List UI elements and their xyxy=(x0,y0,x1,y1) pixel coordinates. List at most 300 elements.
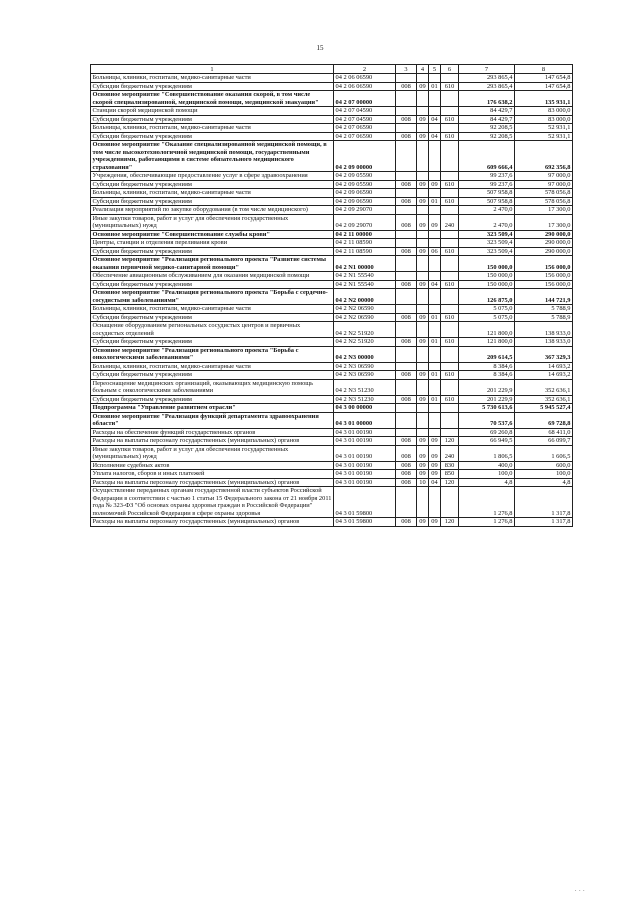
cell-code: 04 2 N3 06590 xyxy=(334,362,396,371)
cell-ministry: 008 xyxy=(396,338,417,347)
cell-amount-year2: 17 300,0 xyxy=(515,206,573,215)
cell-subsection: 01 xyxy=(429,371,441,380)
table-row xyxy=(91,172,573,181)
cell-subsection xyxy=(429,379,441,395)
cell-name: Реализация мероприятий по закупке оборудования (в том числе медицинского) xyxy=(91,206,334,215)
cell-amount-year1: 150 000,0 xyxy=(459,256,515,272)
cell-expense-type xyxy=(441,141,459,172)
cell-ministry xyxy=(396,107,417,116)
cell-amount-year1: 400,0 xyxy=(459,461,515,470)
header-col-5: 5 xyxy=(429,65,441,74)
cell-expense-type xyxy=(441,362,459,371)
cell-amount-year1: 176 638,2 xyxy=(459,91,515,107)
table-header-row xyxy=(91,65,573,74)
cell-amount-year2: 1 317,8 xyxy=(515,518,573,527)
cell-ministry xyxy=(396,379,417,395)
cell-expense-type xyxy=(441,487,459,518)
cell-expense-type: 120 xyxy=(441,518,459,527)
header-col-8: 8 xyxy=(515,65,573,74)
cell-subsection xyxy=(429,346,441,362)
cell-expense-type: 240 xyxy=(441,214,459,230)
cell-amount-year2: 83 000,0 xyxy=(515,107,573,116)
cell-section: 10 xyxy=(417,478,429,487)
cell-code: 04 3 01 00190 xyxy=(334,437,396,446)
cell-amount-year2: 290 000,0 xyxy=(515,247,573,256)
cell-ministry: 008 xyxy=(396,461,417,470)
cell-section xyxy=(417,322,429,338)
cell-amount-year1: 609 666,4 xyxy=(459,141,515,172)
cell-amount-year1: 100,0 xyxy=(459,470,515,479)
cell-name: Субсидии бюджетным учреждениям xyxy=(91,115,334,124)
cell-code: 04 2 09 29070 xyxy=(334,214,396,230)
cell-amount-year1: 5 075,0 xyxy=(459,305,515,314)
cell-section xyxy=(417,189,429,198)
cell-name: Субсидии бюджетным учреждениям xyxy=(91,313,334,322)
cell-amount-year2: 69 728,8 xyxy=(515,412,573,428)
cell-subsection: 09 xyxy=(429,470,441,479)
cell-section xyxy=(417,74,429,83)
cell-subsection xyxy=(429,107,441,116)
cell-section: 09 xyxy=(417,338,429,347)
cell-name: Основное мероприятие "Реализация регионального проекта "Борьба с онкологическими заболеваниями" xyxy=(91,346,334,362)
cell-name: Больницы, клиники, госпитали, медико-санитарные части xyxy=(91,124,334,133)
cell-section: 09 xyxy=(417,280,429,289)
cell-expense-type xyxy=(441,322,459,338)
table-row xyxy=(91,518,573,527)
cell-amount-year1: 84 429,7 xyxy=(459,115,515,124)
cell-name: Исполнение судебных актов xyxy=(91,461,334,470)
cell-subsection xyxy=(429,239,441,248)
cell-section xyxy=(417,305,429,314)
cell-section xyxy=(417,487,429,518)
cell-name: Субсидии бюджетным учреждениям xyxy=(91,132,334,141)
cell-amount-year2: 147 654,8 xyxy=(515,82,573,91)
cell-amount-year2: 156 000,0 xyxy=(515,272,573,281)
cell-subsection: 04 xyxy=(429,478,441,487)
cell-ministry: 008 xyxy=(396,395,417,404)
cell-ministry xyxy=(396,189,417,198)
cell-amount-year2: 14 693,2 xyxy=(515,371,573,380)
cell-name: Основное мероприятие "Реализация регионального проекта "Развитие системы оказания первичной медико-санитарной помощи" xyxy=(91,256,334,272)
table-row xyxy=(91,470,573,479)
cell-expense-type: 610 xyxy=(441,132,459,141)
header-col-3: 3 xyxy=(396,65,417,74)
cell-amount-year2: 1 606,5 xyxy=(515,445,573,461)
cell-amount-year1: 8 384,6 xyxy=(459,362,515,371)
cell-amount-year2: 17 300,0 xyxy=(515,214,573,230)
cell-amount-year2: 52 931,1 xyxy=(515,132,573,141)
cell-section: 09 xyxy=(417,214,429,230)
table-row xyxy=(91,115,573,124)
cell-expense-type xyxy=(441,107,459,116)
cell-section: 09 xyxy=(417,371,429,380)
cell-name: Учреждения, обеспечивающие предоставление услуг в сфере здравоохранения xyxy=(91,172,334,181)
cell-subsection: 09 xyxy=(429,445,441,461)
cell-ministry: 008 xyxy=(396,132,417,141)
cell-amount-year1: 2 470,0 xyxy=(459,206,515,215)
cell-amount-year2: 68 411,0 xyxy=(515,428,573,437)
table-row xyxy=(91,305,573,314)
cell-code: 04 2 11 00000 xyxy=(334,230,396,239)
cell-ministry: 008 xyxy=(396,115,417,124)
cell-amount-year1: 5 075,0 xyxy=(459,313,515,322)
cell-name: Основное мероприятие "Оказание специализированной медицинской помощи, в том числе высокотехнологичной медицинской помощи, государственными учреждениями, работающими в системе обязательного медицинского страхования" xyxy=(91,141,334,172)
cell-subsection xyxy=(429,362,441,371)
table-row xyxy=(91,313,573,322)
cell-amount-year1: 69 260,8 xyxy=(459,428,515,437)
cell-code: 04 2 09 29070 xyxy=(334,206,396,215)
cell-subsection xyxy=(429,322,441,338)
table-row xyxy=(91,74,573,83)
table-row xyxy=(91,445,573,461)
cell-code: 04 2 06 06590 xyxy=(334,82,396,91)
cell-amount-year1: 323 509,4 xyxy=(459,247,515,256)
cell-amount-year1: 507 958,8 xyxy=(459,197,515,206)
cell-ministry: 008 xyxy=(396,82,417,91)
table-row xyxy=(91,141,573,172)
cell-section xyxy=(417,141,429,172)
cell-expense-type xyxy=(441,272,459,281)
cell-amount-year2: 100,0 xyxy=(515,470,573,479)
cell-ministry xyxy=(396,487,417,518)
table-row xyxy=(91,379,573,395)
cell-amount-year2: 147 654,8 xyxy=(515,74,573,83)
cell-section xyxy=(417,91,429,107)
cell-code: 04 2 09 06590 xyxy=(334,189,396,198)
cell-ministry xyxy=(396,428,417,437)
cell-expense-type xyxy=(441,346,459,362)
cell-subsection: 04 xyxy=(429,132,441,141)
cell-amount-year1: 66 949,5 xyxy=(459,437,515,446)
cell-code: 04 2 N3 06590 xyxy=(334,371,396,380)
cell-section: 09 xyxy=(417,132,429,141)
cell-name: Основное мероприятие "Совершенствование оказания скорой, в том числе скорой специализированной, медицинской помощи, медицинской эвакуации" xyxy=(91,91,334,107)
cell-code: 04 2 N3 51230 xyxy=(334,379,396,395)
cell-amount-year1: 2 470,0 xyxy=(459,214,515,230)
cell-subsection xyxy=(429,428,441,437)
cell-subsection: 01 xyxy=(429,82,441,91)
cell-expense-type xyxy=(441,379,459,395)
cell-ministry: 008 xyxy=(396,478,417,487)
cell-expense-type: 610 xyxy=(441,82,459,91)
cell-code: 04 2 07 04590 xyxy=(334,115,396,124)
cell-amount-year2: 5 788,9 xyxy=(515,313,573,322)
cell-amount-year2: 156 000,0 xyxy=(515,280,573,289)
table-row xyxy=(91,437,573,446)
cell-subsection: 09 xyxy=(429,214,441,230)
cell-ministry xyxy=(396,412,417,428)
cell-amount-year1: 84 429,7 xyxy=(459,107,515,116)
cell-name: Центры, станции и отделения переливания крови xyxy=(91,239,334,248)
cell-amount-year1: 201 229,9 xyxy=(459,395,515,404)
cell-ministry: 008 xyxy=(396,371,417,380)
cell-subsection xyxy=(429,124,441,133)
cell-section xyxy=(417,379,429,395)
cell-name: Переоснащение медицинских организаций, оказывающих медицинскую помощь больным с онкологическими заболеваниями xyxy=(91,379,334,395)
table-row xyxy=(91,132,573,141)
cell-name: Расходы на выплаты персоналу государственных (муниципальных) органов xyxy=(91,437,334,446)
table-row xyxy=(91,189,573,198)
cell-subsection xyxy=(429,404,441,413)
cell-expense-type xyxy=(441,412,459,428)
cell-name: Больницы, клиники, госпитали, медико-санитарные части xyxy=(91,362,334,371)
cell-name: Субсидии бюджетным учреждениям xyxy=(91,82,334,91)
cell-ministry: 008 xyxy=(396,313,417,322)
cell-amount-year2: 578 056,8 xyxy=(515,189,573,198)
cell-ministry: 008 xyxy=(396,518,417,527)
table-row xyxy=(91,180,573,189)
cell-ministry xyxy=(396,256,417,272)
cell-subsection xyxy=(429,206,441,215)
cell-section xyxy=(417,230,429,239)
cell-amount-year2: 5 788,9 xyxy=(515,305,573,314)
cell-amount-year2: 135 931,1 xyxy=(515,91,573,107)
cell-section: 09 xyxy=(417,445,429,461)
cell-subsection xyxy=(429,230,441,239)
table-row xyxy=(91,214,573,230)
cell-ministry xyxy=(396,305,417,314)
cell-code: 04 2 N1 55540 xyxy=(334,280,396,289)
cell-subsection xyxy=(429,289,441,305)
cell-subsection xyxy=(429,91,441,107)
cell-amount-year2: 97 000,0 xyxy=(515,172,573,181)
cell-section xyxy=(417,256,429,272)
cell-amount-year2: 138 933,0 xyxy=(515,322,573,338)
table-row xyxy=(91,371,573,380)
cell-name: Больницы, клиники, госпитали, медико-санитарные части xyxy=(91,305,334,314)
cell-amount-year2: 138 933,0 xyxy=(515,338,573,347)
cell-ministry xyxy=(396,124,417,133)
cell-code: 04 2 06 06590 xyxy=(334,74,396,83)
cell-code: 04 2 07 06590 xyxy=(334,124,396,133)
cell-amount-year1: 70 537,6 xyxy=(459,412,515,428)
cell-ministry xyxy=(396,272,417,281)
table-row xyxy=(91,395,573,404)
cell-amount-year2: 5 945 527,4 xyxy=(515,404,573,413)
cell-code: 04 3 01 00190 xyxy=(334,470,396,479)
cell-section xyxy=(417,289,429,305)
table-row xyxy=(91,478,573,487)
cell-expense-type xyxy=(441,91,459,107)
cell-expense-type: 610 xyxy=(441,197,459,206)
cell-ministry: 008 xyxy=(396,470,417,479)
cell-code: 04 2 11 08590 xyxy=(334,239,396,248)
cell-name: Больницы, клиники, госпитали, медико-санитарные части xyxy=(91,189,334,198)
cell-section: 09 xyxy=(417,437,429,446)
cell-name: Станции скорой медицинской помощи xyxy=(91,107,334,116)
cell-name: Субсидии бюджетным учреждениям xyxy=(91,395,334,404)
cell-amount-year2: 1 317,8 xyxy=(515,487,573,518)
cell-section xyxy=(417,107,429,116)
cell-amount-year2: 52 931,1 xyxy=(515,124,573,133)
cell-expense-type xyxy=(441,239,459,248)
table-row xyxy=(91,256,573,272)
cell-amount-year1: 92 208,5 xyxy=(459,124,515,133)
cell-code: 04 2 09 00000 xyxy=(334,141,396,172)
cell-section xyxy=(417,404,429,413)
cell-expense-type: 610 xyxy=(441,371,459,380)
cell-subsection xyxy=(429,189,441,198)
cell-name: Субсидии бюджетным учреждениям xyxy=(91,280,334,289)
cell-amount-year1: 293 865,4 xyxy=(459,82,515,91)
cell-expense-type: 610 xyxy=(441,395,459,404)
cell-expense-type: 610 xyxy=(441,338,459,347)
cell-ministry xyxy=(396,346,417,362)
cell-name: Иные закупки товаров, работ и услуг для обеспечения государственных (муниципальных) нужд xyxy=(91,445,334,461)
cell-subsection: 09 xyxy=(429,518,441,527)
cell-code: 04 3 01 00190 xyxy=(334,478,396,487)
cell-subsection: 06 xyxy=(429,247,441,256)
cell-name: Субсидии бюджетным учреждениям xyxy=(91,371,334,380)
cell-ministry xyxy=(396,74,417,83)
cell-subsection: 01 xyxy=(429,338,441,347)
cell-code: 04 2 07 04590 xyxy=(334,107,396,116)
cell-ministry: 008 xyxy=(396,180,417,189)
cell-code: 04 2 N2 00000 xyxy=(334,289,396,305)
cell-expense-type xyxy=(441,189,459,198)
cell-section: 09 xyxy=(417,247,429,256)
cell-ministry xyxy=(396,362,417,371)
cell-amount-year2: 66 099,7 xyxy=(515,437,573,446)
cell-ministry: 008 xyxy=(396,197,417,206)
cell-amount-year2: 367 329,3 xyxy=(515,346,573,362)
cell-ministry: 008 xyxy=(396,247,417,256)
cell-amount-year1: 1 806,5 xyxy=(459,445,515,461)
cell-amount-year1: 1 276,8 xyxy=(459,487,515,518)
cell-expense-type xyxy=(441,305,459,314)
cell-code: 04 2 09 06590 xyxy=(334,197,396,206)
cell-code: 04 2 N2 06590 xyxy=(334,305,396,314)
cell-amount-year1: 323 509,4 xyxy=(459,239,515,248)
cell-code: 04 2 07 06590 xyxy=(334,132,396,141)
table-body xyxy=(91,74,573,527)
table-row xyxy=(91,289,573,305)
cell-ministry xyxy=(396,230,417,239)
cell-section: 09 xyxy=(417,518,429,527)
table-row xyxy=(91,272,573,281)
header-col-7: 7 xyxy=(459,65,515,74)
cell-section: 09 xyxy=(417,115,429,124)
table-row xyxy=(91,107,573,116)
cell-amount-year1: 99 237,6 xyxy=(459,180,515,189)
table-row xyxy=(91,124,573,133)
cell-code: 04 2 N2 51920 xyxy=(334,322,396,338)
cell-expense-type: 610 xyxy=(441,115,459,124)
table-row xyxy=(91,338,573,347)
table-row xyxy=(91,280,573,289)
cell-amount-year1: 507 958,8 xyxy=(459,189,515,198)
cell-amount-year1: 126 875,0 xyxy=(459,289,515,305)
cell-code: 04 2 09 05590 xyxy=(334,180,396,189)
cell-ministry xyxy=(396,141,417,172)
cell-subsection xyxy=(429,141,441,172)
cell-expense-type: 610 xyxy=(441,313,459,322)
cell-subsection: 01 xyxy=(429,313,441,322)
cell-subsection xyxy=(429,256,441,272)
cell-amount-year2: 83 000,0 xyxy=(515,115,573,124)
table-row xyxy=(91,247,573,256)
cell-code: 04 2 09 05590 xyxy=(334,172,396,181)
cell-amount-year2: 290 000,0 xyxy=(515,230,573,239)
budget-table xyxy=(90,64,573,527)
cell-name: Расходы на выплаты персоналу государственных (муниципальных) органов xyxy=(91,478,334,487)
cell-amount-year2: 156 000,0 xyxy=(515,256,573,272)
cell-amount-year1: 201 229,9 xyxy=(459,379,515,395)
cell-name: Уплата налогов, сборов и иных платежей xyxy=(91,470,334,479)
cell-subsection: 01 xyxy=(429,395,441,404)
cell-ministry xyxy=(396,289,417,305)
cell-section: 09 xyxy=(417,82,429,91)
cell-subsection xyxy=(429,74,441,83)
table-row xyxy=(91,206,573,215)
cell-expense-type xyxy=(441,230,459,239)
cell-ministry xyxy=(396,172,417,181)
cell-name: Расходы на обеспечение функций государственных органов xyxy=(91,428,334,437)
table-row xyxy=(91,322,573,338)
cell-ministry: 008 xyxy=(396,280,417,289)
cell-ministry xyxy=(396,206,417,215)
table-row xyxy=(91,461,573,470)
cell-code: 04 3 01 00190 xyxy=(334,428,396,437)
cell-expense-type xyxy=(441,428,459,437)
cell-amount-year2: 144 721,9 xyxy=(515,289,573,305)
cell-expense-type xyxy=(441,74,459,83)
table-row xyxy=(91,404,573,413)
table-row xyxy=(91,82,573,91)
table-row xyxy=(91,428,573,437)
cell-amount-year2: 290 000,0 xyxy=(515,239,573,248)
cell-amount-year1: 5 730 613,6 xyxy=(459,404,515,413)
page-number: 15 xyxy=(316,44,324,52)
cell-name: Субсидии бюджетным учреждениям xyxy=(91,338,334,347)
cell-subsection xyxy=(429,172,441,181)
scan-mark: · · · xyxy=(574,887,585,895)
cell-section: 09 xyxy=(417,470,429,479)
cell-name: Основное мероприятие "Реализация функций департамента здравоохранения области" xyxy=(91,412,334,428)
cell-subsection: 09 xyxy=(429,461,441,470)
cell-name: Субсидии бюджетным учреждениям xyxy=(91,180,334,189)
table-row xyxy=(91,197,573,206)
cell-amount-year1: 121 800,0 xyxy=(459,338,515,347)
cell-expense-type xyxy=(441,206,459,215)
cell-code: 04 2 N3 51230 xyxy=(334,395,396,404)
cell-name: Субсидии бюджетным учреждениям xyxy=(91,247,334,256)
cell-section xyxy=(417,124,429,133)
cell-amount-year2: 692 356,8 xyxy=(515,141,573,172)
table-row xyxy=(91,346,573,362)
cell-subsection: 04 xyxy=(429,115,441,124)
cell-expense-type: 120 xyxy=(441,437,459,446)
table-row xyxy=(91,230,573,239)
cell-expense-type xyxy=(441,256,459,272)
cell-ministry xyxy=(396,91,417,107)
cell-section xyxy=(417,346,429,362)
cell-section xyxy=(417,362,429,371)
cell-expense-type xyxy=(441,404,459,413)
cell-section xyxy=(417,412,429,428)
table-row xyxy=(91,412,573,428)
cell-section xyxy=(417,206,429,215)
header-col-2: 2 xyxy=(334,65,396,74)
cell-section xyxy=(417,239,429,248)
header-col-4: 4 xyxy=(417,65,429,74)
cell-code: 04 2 N1 55540 xyxy=(334,272,396,281)
cell-code: 04 3 01 59800 xyxy=(334,518,396,527)
cell-amount-year2: 600,0 xyxy=(515,461,573,470)
cell-expense-type: 610 xyxy=(441,180,459,189)
cell-section xyxy=(417,428,429,437)
cell-subsection xyxy=(429,412,441,428)
